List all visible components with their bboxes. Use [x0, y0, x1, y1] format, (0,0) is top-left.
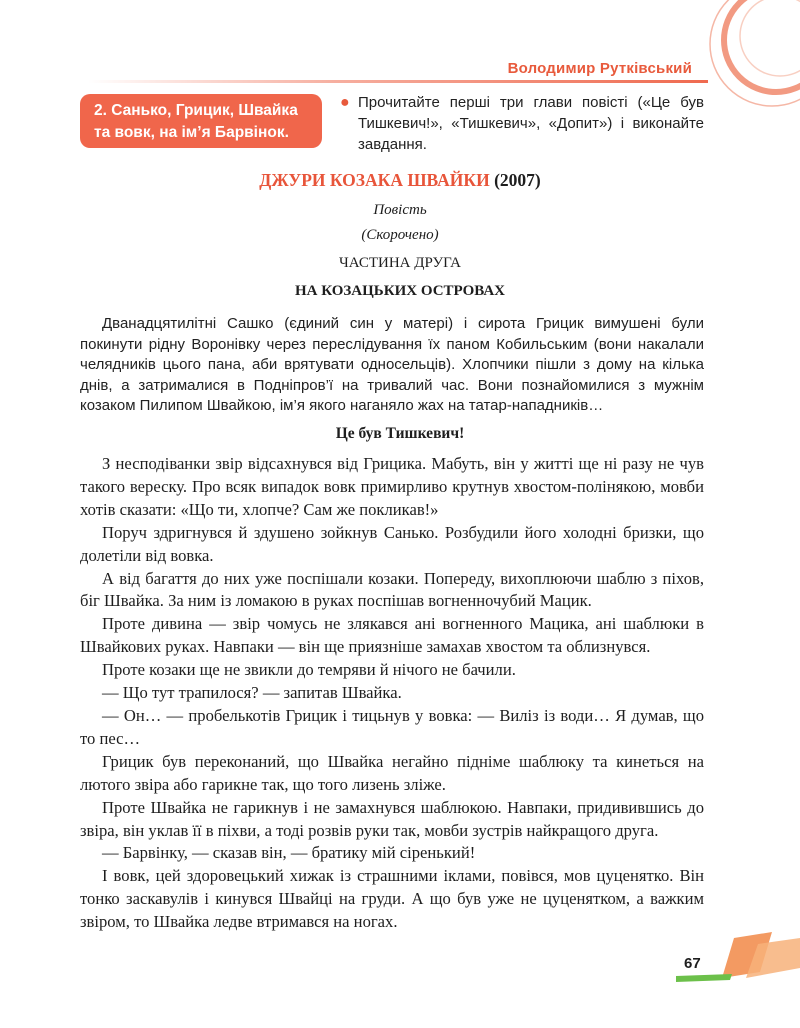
- story-paragraph: З несподіванки звір відсахнувся від Грицика. Мабуть, він у житті ще ні разу не чув такого вереску. Про всяк випадок вовк примирливо крутнув хвостом-полінякою, мовби хотів сказати: «Що ти, хлопче? Сам же покликав!»: [80, 454, 704, 519]
- work-title: [0, 170, 800, 191]
- work-abridged-note: (Скорочено): [361, 227, 439, 243]
- work-genre: Повість: [373, 202, 427, 218]
- story-text: [80, 453, 704, 934]
- author-name: Володимир Рутківський: [507, 60, 692, 77]
- task-instruction-text: Прочитайте перші три глави повісті («Це був Тишкевич!», «Тишкевич», «Допит») і виконайте завдання.: [358, 94, 704, 153]
- task-instruction: [340, 92, 704, 155]
- intro-summary: Дванадцятилітні Сашко (єдиний син у матері) і сирота Грицик вимушені були покинути рідну Воронівку через переслідування їх паном Кобильським (вони накалали челядників цього пана, аби врятувати односельців). Хлопчики пішли з дому на кілька днів, а затрималися в Подніпров’ї на тривалий час. Вони познайомилися з мужнім козаком Пилипом Швайкою, ім’я якого наганяло жах на татар-нападників…: [80, 315, 704, 414]
- part-heading: ЧАСТИНА ДРУГА: [339, 255, 461, 271]
- chapter-title: Це був Тишкевич!: [335, 425, 465, 442]
- story-paragraph: Проте дивина — звір чомусь не злякався ані вогненного Мацика, ані шаблюки в Швайкових руках. Навпаки — він ще приязніше замахав хвостом та облизнувся.: [80, 614, 704, 657]
- story-paragraph: — Он… — пробелькотів Грицик і тицьнув у вовка: — Виліз із води… Я думав, що то пес…: [80, 705, 704, 748]
- story-paragraph: І вовк, цей здоровецький хижак із страшними іклами, повівся, мов цуценятко. Він тонко заскавулів і кинувся Швайці на груди. А що був уже не цуценятком, а важким звіром, то Швайка ледве втримався на ногах.: [80, 866, 704, 932]
- story-paragraph: Грицик був переконаний, що Швайка негайно підніме шаблюку та кинеться на лютого звіра або гарикне так, що того лизень зліже.: [80, 751, 704, 794]
- header-divider: [88, 80, 708, 83]
- story-paragraph: Проте козаки ще не звикли до темряви й нічого не бачили.: [102, 660, 516, 680]
- story-paragraph: — Що тут трапилося? — запитав Швайка.: [102, 683, 402, 703]
- story-paragraph: Поруч здригнувся й здушено зойкнув Санько. Розбудили його холодні бризки, що долетіли від вовка.: [80, 522, 704, 565]
- work-title-text: ДЖУРИ КОЗАКА ШВАЙКИ: [259, 170, 490, 190]
- task-label-box: 2. Санько, Грицик, Швайка та вовк, на ім’я Барвінок.: [80, 94, 322, 148]
- story-paragraph: — Барвінку, — сказав він, — братику мій сіренький!: [102, 843, 476, 863]
- bullet-icon: ●: [340, 94, 350, 111]
- work-year: (2007): [494, 170, 541, 190]
- page-number: 67: [684, 955, 701, 972]
- story-paragraph: Проте Швайка не гарикнув і не замахнувся шаблюкою. Навпаки, придивившись до звіра, він уклав її в піхви, а тоді розвів руки так, мовби зустрів найкращого друга.: [80, 797, 704, 840]
- story-paragraph: А від багаття до них уже поспішали козаки. Попереду, вихоплюючи шаблю з піхов, біг Швайка. За ним із ломакою в руках поспішав вогненночубий Мацик.: [80, 568, 704, 611]
- part-title: НА КОЗАЦЬКИХ ОСТРОВАХ: [294, 283, 506, 299]
